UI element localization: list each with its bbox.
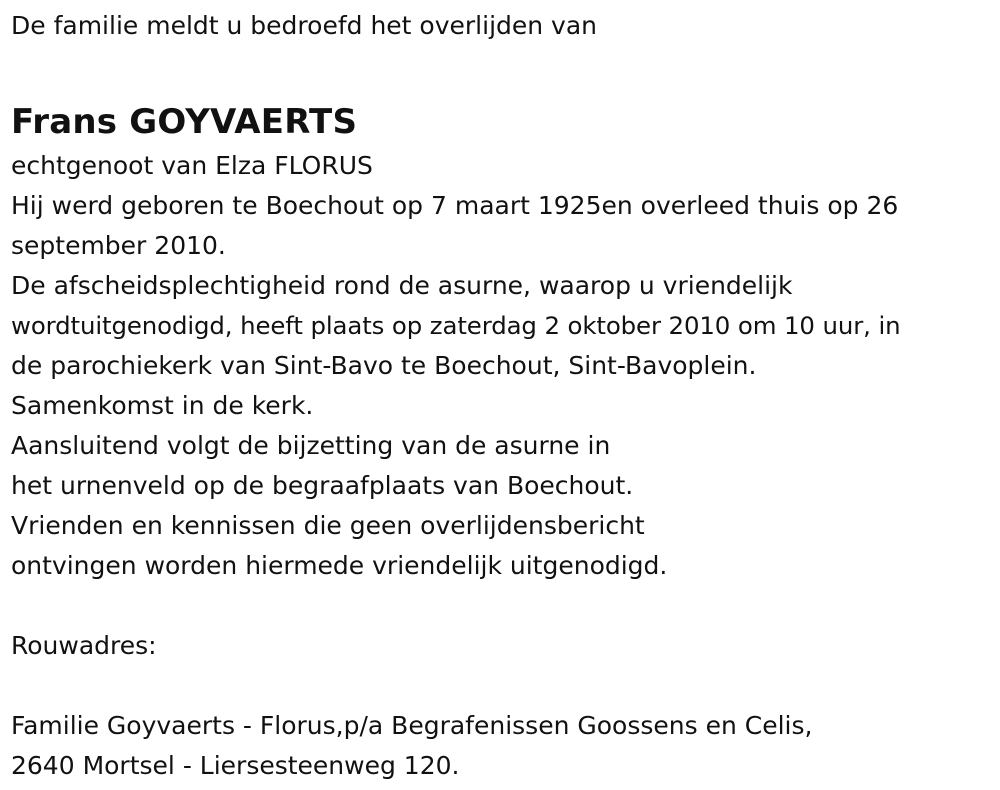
ceremony-line: de parochiekerk van Sint-Bavo te Boechout, Sint-Bavoplein. (11, 351, 757, 380)
birth-death-line: Hij werd geboren te Boechout op 7 maart 1925en overleed thuis op 26 (11, 191, 899, 220)
ceremony-line: wordtuitgenodigd, heeft plaats op zaterdag 2 oktober 2010 om 10 uur, in (11, 311, 901, 340)
address-label: Rouwadres: (11, 631, 157, 660)
spacer (11, 586, 996, 626)
ceremony-line: De afscheidsplechtigheid rond de asurne, waarop u vriendelijk (11, 271, 793, 300)
spacer (11, 666, 996, 706)
invitation-line: ontvingen worden hiermede vriendelijk uitgenodigd. (11, 551, 668, 580)
deceased-name: Frans GOYVAERTS (11, 102, 358, 142)
burial-line: Aansluitend volgt de bijzetting van de asurne in (11, 431, 611, 460)
birth-death-line: september 2010. (11, 231, 226, 260)
address-line: Familie Goyvaerts - Florus,p/a Begrafenissen Goossens en Celis, (11, 711, 813, 740)
spouse-text: echtgenoot van Elza FLORUS (11, 151, 373, 180)
intro-text: De familie meldt u bedroefd het overlijden van (11, 11, 598, 40)
gathering-text: Samenkomst in de kerk. (11, 391, 314, 420)
invitation-line: Vrienden en kennissen die geen overlijdensbericht (11, 511, 645, 540)
address-line: 2640 Mortsel - Liersesteenweg 120. (11, 751, 460, 780)
spacer (11, 46, 996, 86)
death-notice (11, 0, 996, 786)
burial-line: het urnenveld op de begraafplaats van Boechout. (11, 471, 634, 500)
